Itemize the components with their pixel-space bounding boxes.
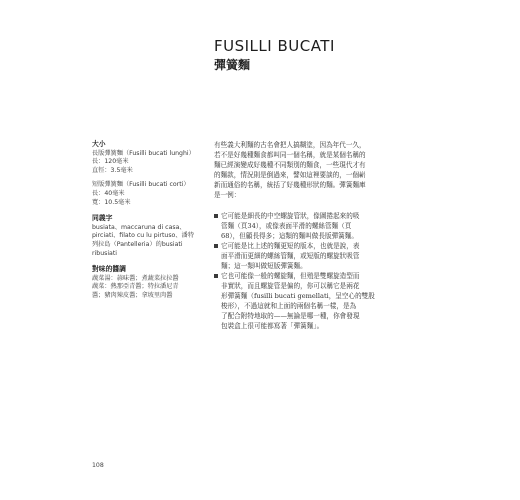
- text-line: 了配合附特地取的——無論是哪一種，你會發現: [221, 312, 360, 320]
- page-title: FUSILLI BUCATI: [214, 37, 335, 55]
- text-line: 新而通俗的名稱，統括了好幾種形狀的麵。彈簧麵庫: [214, 181, 366, 189]
- main-text: [214, 140, 402, 331]
- sidebar-info: [92, 140, 202, 301]
- text-line: 它也可能像一般的螺旋麵，但殖是雙螺旋造型而: [221, 272, 360, 280]
- size-heading: 大小: [92, 140, 106, 148]
- sauce-line: 醬；豬肉辣皮醬；拿坡里肉醬: [92, 291, 173, 299]
- intro-paragraph: [214, 140, 402, 200]
- text-line: 包裝盒上很可能都寫著「彈簧麵」。: [221, 322, 324, 330]
- page-subtitle: 彈簧麵: [214, 58, 251, 72]
- sauce-line: 蔬菜湯：蒜味醬；煮蔬菜拉拉醬: [92, 274, 179, 282]
- text-line: 麵已經演變成好幾種不同類別的麵食，一些現代才有: [214, 161, 366, 169]
- text-line: 若不是好幾種麵食都叫同一個名稱，就是某個名稱的: [214, 151, 366, 159]
- short-version-name: 短版彈簧麵（Fusilli bucati corti）: [92, 181, 190, 189]
- text-line: 梭形），不過這就和上面的兩個名稱一樣，是為: [221, 302, 357, 310]
- synonyms-line: ribusiati: [92, 249, 117, 257]
- long-version-name: 長版彈簧麵（Fusilli bucati lunghi）: [92, 149, 195, 157]
- synonyms-line: 列拉島（Pantelleria）的busiati: [92, 240, 183, 248]
- short-version-length: 長：40毫米: [92, 189, 125, 197]
- text-line: 非實狀，而且螺旋管是偏的，你可以稱它是兩花: [221, 282, 360, 290]
- text-line: 的麵款，情況則是倒過來，譬如這裡要談的，一個嶄: [214, 171, 366, 179]
- sauces-heading: 對味的醬調: [92, 265, 126, 274]
- long-version-length: 長：120毫米: [92, 158, 129, 166]
- short-version-width: 寬：10.5毫米: [92, 198, 131, 206]
- text-line: 是一例：: [214, 191, 241, 199]
- text-line: 它可能是細長的中空螺旋管狀，像圖捲起來的吸: [221, 212, 360, 220]
- page-number: 108: [92, 462, 104, 469]
- text-line: 麵；這一類叫做短版彈簧麵。: [221, 262, 307, 270]
- sauce-line: 蔬菜：熱那亞青醬；特拉潘尼青: [92, 283, 179, 291]
- bullet-list: [214, 211, 402, 331]
- text-line: 它可能是比上述的麵更短的版本，也就是說，表: [221, 242, 360, 250]
- text-line: 面平滑而更細的螺絲管麵，或短版的螺旋狀吸管: [221, 252, 360, 260]
- synonyms-heading: 同義字: [92, 214, 113, 223]
- bullet-item: [214, 241, 402, 271]
- text-line: 有些義大利麵的古名會把人搞糊塗，因為年代一久，: [214, 141, 366, 149]
- bullet-square-icon: [214, 244, 218, 248]
- text-line: 管麵（頁34），或像表面平滑的螺絲管麵（頁: [221, 222, 352, 230]
- text-line: 形彈簧麵（fusilli bucati gemellati，呈空心的雙股: [221, 292, 375, 300]
- synonyms-line: busiata、maccaruna di casa、: [92, 223, 186, 231]
- long-version-diameter: 直徑：3.5毫米: [92, 166, 133, 174]
- text-line: 68），但顧長得多；這類的麵叫做長版彈簧麵。: [221, 232, 358, 240]
- bullet-square-icon: [214, 274, 218, 278]
- bullet-item: [214, 271, 402, 331]
- bullet-item: [214, 211, 402, 241]
- synonyms-line: pirciati、filato cu lu pirtuso、潘特: [92, 232, 194, 240]
- bullet-square-icon: [214, 214, 218, 218]
